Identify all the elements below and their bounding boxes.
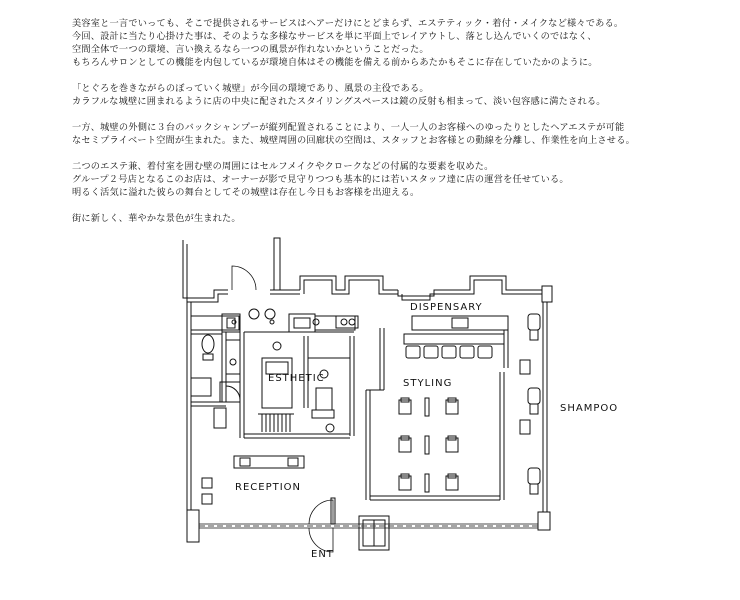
description-line: もちろんサロンとしての機能を内包しているが環境自体はその機能を備える前からあたかもそこに存在していたかのように。 (72, 57, 598, 68)
entrance-steps (359, 516, 389, 550)
description-line: 今回、設計に当たり心掛けた事は、そのような多様なサービスを単に平面上でレイアウトし、落とし込んでいくのではなく、 (72, 31, 597, 42)
description-line: グループ２号店となるこのお店は、オーナーが影で見守りつつも基本的には若いスタッフ達に店の運営を任せている。 (72, 174, 569, 185)
description-line: 街に新しく、華やかな景色が生まれた。 (72, 213, 241, 224)
description-paragraph (72, 82, 732, 108)
label-entrance: ENT (311, 549, 334, 560)
description-paragraph (72, 121, 732, 147)
description-line: 一方、城壁の外側に３台のバックシャンプーが縦列配置されることにより、一人一人のお客様へのゆったりとしたヘアエステが可能 (72, 122, 625, 133)
description-line: カラフルな城壁に囲まれるように店の中央に配されたスタイリングスペースは鏡の反射も相まって、淡い包容感に満たされる。 (72, 96, 606, 107)
label-shampoo: SHAMPOO (560, 403, 619, 414)
styling-wall (366, 330, 508, 500)
storefront (199, 524, 538, 528)
description-paragraph (72, 17, 732, 69)
description-line: 空間全体で一つの環境、言い換えるなら一つの風景が作れないかということだった。 (72, 44, 429, 55)
label-dispensary: DISPENSARY (410, 302, 483, 313)
description-text (72, 17, 732, 238)
label-reception: RECEPTION (235, 482, 302, 493)
floor-plan (0, 230, 740, 600)
description-line: 「とぐろを巻きながらのぼっていく城壁」が今回の環境であり、風景の主役である。 (72, 83, 429, 94)
description-line: 二つのエステ兼、着付室を囲む壁の周囲にはセルフメイクやクロークなどの付属的な要素を収めた。 (72, 161, 494, 172)
shampoo-stations (520, 314, 540, 494)
reception-desk (202, 456, 304, 504)
back-counters (191, 309, 358, 332)
description-line: なセミプライベート空間が生まれた。また、城壁周囲の回廊状の空間は、スタッフとお客様との動線を分離し、作業性を向上させる。 (72, 135, 635, 146)
description-paragraph (72, 212, 732, 225)
label-esthetic: ESTHETIC (268, 373, 325, 384)
outer-wall-right (538, 302, 550, 530)
esthetic-room (240, 332, 354, 438)
styling-stations (399, 398, 458, 492)
left-rooms (191, 332, 240, 428)
description-line: 美容室と一言でいっても、そこで提供されるサービスはヘアーだけにとどまらず、エステティック・着付・メイクなど様々である。 (72, 18, 624, 29)
entrance-door (309, 498, 335, 552)
door-swing-top (232, 266, 256, 290)
outer-wall-left (187, 302, 199, 542)
outer-wall-top (183, 238, 552, 302)
description-line: 明るく活気に溢れた彼らの舞台としてその城壁は存在し今日もお客様を出迎える。 (72, 187, 420, 198)
label-styling: STYLING (403, 378, 453, 389)
description-paragraph (72, 160, 732, 199)
